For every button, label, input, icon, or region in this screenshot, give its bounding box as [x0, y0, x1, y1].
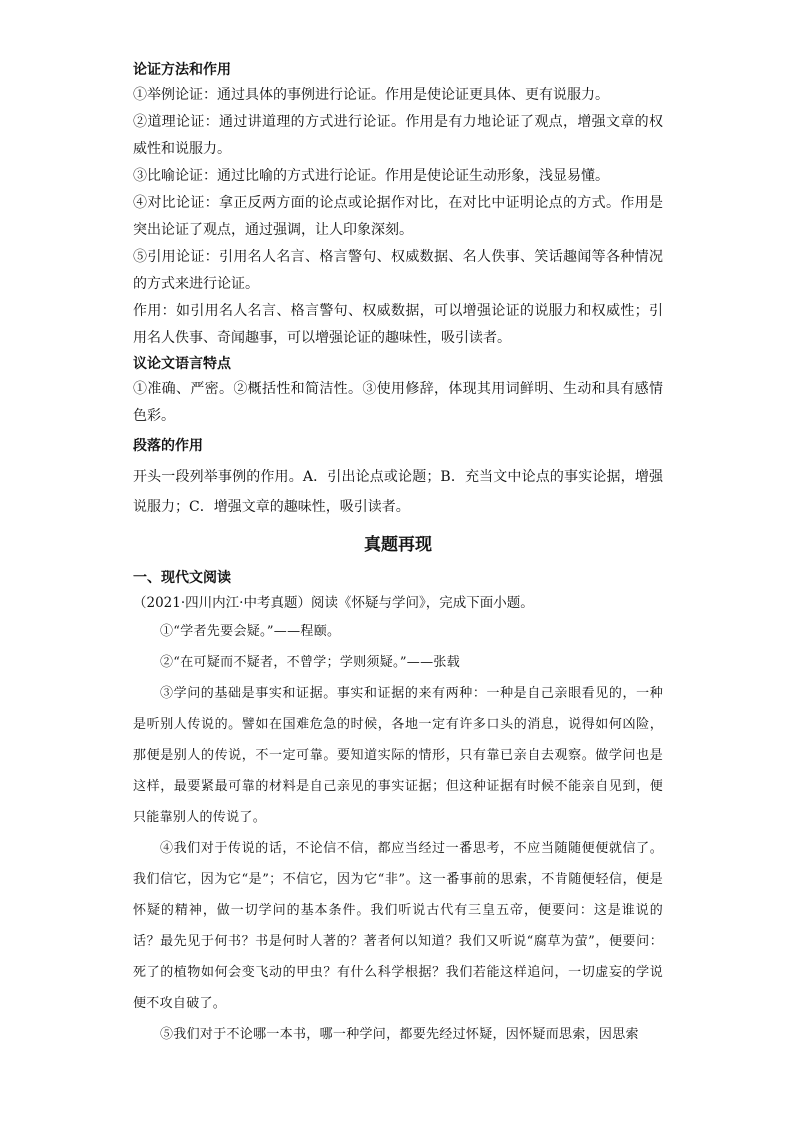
- reading-paragraph: ①“学者先要会疑。”——程颐。: [160, 624, 341, 639]
- method-item: ③比喻论证：通过比喻的方式进行论证。作用是使论证生动形象，浅显易懂。: [133, 168, 609, 184]
- language-heading: 议论文语言特点: [133, 356, 231, 372]
- method-item: ④对比论证：拿正反两方面的论点或论据作对比，在对比中证明论点的方式。作用是突出论证了观点，通过强调，让人印象深刻。: [133, 195, 663, 238]
- paragraph-heading: 段落的作用: [133, 438, 203, 454]
- method-item: ②道理论证：通过讲道理的方式进行论证。作用是有力地论证了观点，增强文章的权威性和说服力。: [133, 114, 663, 157]
- question-source: （2021·四川内江·中考真题）阅读《怀疑与学问》，完成下面小题。: [133, 595, 534, 611]
- reading-paragraph: ②“在可疑而不疑者，不曾学；学则须疑。”——张载: [160, 655, 460, 670]
- document-page: [133, 58, 663, 1050]
- methods-heading: 论证方法和作用: [133, 62, 231, 78]
- method-item: ①举例论证：通过具体的事例进行论证。作用是使论证更具体、更有说服力。: [133, 87, 609, 103]
- language-text: ①准确、严密。②概括性和简洁性。③使用修辞，体现其用词鲜明、生动和具有感情色彩。: [133, 381, 663, 424]
- reading-paragraph: ③学问的基础是事实和证据。事实和证据的来有两种：一种是自己亲眼看见的，一种是听别人传说的。譬如在国难危急的时候，各地一定有许多口头的消息，说得如何凶险，那便是别人的传说，不一定可靠。要知道实际的情形，只有靠已亲自去观察。做学问也是这样，最要紧最可靠的材料是自己亲见的事实证据；但这种证据有时候不能亲自见到，便只能靠别人的传说了。: [133, 686, 663, 825]
- exam-title: 真题再现: [364, 535, 432, 555]
- reading-paragraph: ⑤我们对于不论哪一本书，哪一种学问，都要先经过怀疑，因怀疑而思索，因思索: [160, 1027, 639, 1042]
- method-item: 作用：如引用名人名言、格言警句、权威数据，可以增强论证的说服力和权威性；引用名人佚事、奇闻趣事，可以增强论证的趣味性，吸引读者。: [133, 303, 663, 346]
- method-item: ⑤引用论证：引用名人名言、格言警句、权威数据、名人佚事、笑话趣闻等各种情况的方式来进行论证。: [133, 249, 663, 292]
- part-heading: 一、现代文阅读: [133, 570, 231, 586]
- paragraph-text: 开头一段列举事例的作用。A．引出论点或论题；B．充当文中论点的事实论据，增强说服力；C．增强文章的趣味性，吸引读者。: [133, 469, 663, 515]
- reading-paragraph: ④我们对于传说的话，不论信不信，都应当经过一番思考，不应当随随便便就信了。我们信它，因为它“是”；不信它，因为它“非”。这一番事前的思索，不肯随便轻信，便是怀疑的精神，做一切学问的基本条件。我们听说古代有三皇五帝，便要问：这是谁说的话？最先见于何书？书是何时人著的？著者何以知道？我们又听说“腐草为萤”，便要问：死了的植物如何会变飞动的甲虫？有什么科学根据？我们若能这样追问，一切虚妄的学说便不攻自破了。: [133, 841, 663, 1011]
